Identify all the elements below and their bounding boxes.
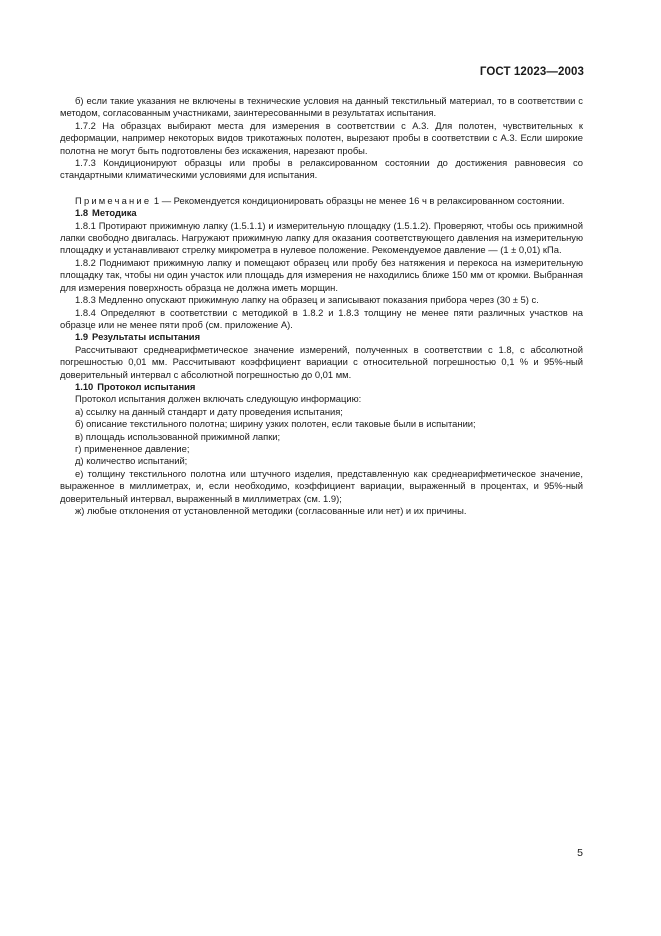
section-heading-1-10 <box>60 381 583 393</box>
note-paragraph <box>60 195 583 207</box>
document-code-header: ГОСТ 12023—2003 <box>479 66 584 78</box>
section-heading-1-8 <box>60 207 583 219</box>
section-title: Методика <box>92 207 137 219</box>
list-item-d: д) количество испытаний; <box>75 455 188 467</box>
section-title: Результаты испытания <box>92 331 201 343</box>
list-item-e: е) толщину текстильного полотна или штучного изделия, представленную как среднеарифметическое значение, выраженное в миллиметрах, и, если необходимо, коэффициент вариации, выраженный в процентах, и 95%-ный доверительный интервал, выраженный в миллиметрах (см. 1.9); <box>60 467 583 504</box>
list-item-v: в) площадь использованной прижимной лапки; <box>75 430 281 442</box>
paragraph-item-b-conditions: б) если такие указания не включены в технические условия на данный текстильный материал, то в соответствии с методом, согласованным участниками, заинтересованными в результатах испытания. <box>60 95 583 119</box>
section-number: 1.10 <box>75 380 94 392</box>
section-number: 1.9 <box>75 331 89 343</box>
paragraph-1-7-2: 1.7.2 На образцах выбирают места для измерения в соответствии с А.3. Для полотен, чувствительных к деформации, например некоторых видов трикотажных полотен, вырезают пробы в соответствии с А.3. Если широкие полотна не могут быть подготовлены без искажения, нарезают пробы. <box>60 119 583 156</box>
paragraph-protocol-intro: Протокол испытания должен включать следующую информацию: <box>75 393 362 405</box>
paragraph-1-8-1: 1.8.1 Протирают прижимную лапку (1.5.1.1) и измерительную площадку (1.5.1.2). Проверяют, чтобы ось прижимной лапки свободно двигалась. Нагружают прижимную лапку для оказания соответствующего давления на измерительную площадку и устанавливают стрелку микрометра в нулевое положение. Рекомендуемое давление — (1 ± 0,01) кПа. <box>60 219 583 256</box>
paragraph-results: Рассчитывают среднеарифметическое значение измерений, полученных в соответствии с 1.8, с абсолютной погрешностью 0,01 мм. Рассчитывают коэффициент вариации с относительной погрешностью 0,1 % и 95%-ный доверительный интервал с абсолютной погрешностью до 0,01 мм. <box>60 343 583 380</box>
note-label: Примечание <box>75 194 152 206</box>
list-item-a: а) ссылку на данный стандарт и дату проведения испытания; <box>75 405 343 417</box>
section-title: Протокол испытания <box>97 380 196 392</box>
section-number: 1.8 <box>75 207 89 219</box>
page-number: 5 <box>577 847 583 859</box>
spacer <box>60 182 583 195</box>
paragraph-1-8-2: 1.8.2 Поднимают прижимную лапку и помещают образец или пробу без натяжения и перекоса на измерительную площадку так, чтобы ни один участок или площадь для измерения не находились ближе 150 мм от кромки. Выбранная для измерения поверхность образца не должна иметь морщин. <box>60 256 583 293</box>
paragraph-1-8-3: 1.8.3 Медленно опускают прижимную лапку на образец и записывают показания прибора через (30 ± 5) с. <box>75 294 539 306</box>
list-item-g: г) примененное давление; <box>75 442 190 454</box>
list-item-zh: ж) любые отклонения от установленной методики (согласованные или нет) и их причины. <box>75 505 467 516</box>
paragraph-1-8-4: 1.8.4 Определяют в соответствии с методикой в 1.8.2 и 1.8.3 толщину не менее пяти различных участков на образце или не менее пяти проб (см. приложение А). <box>60 306 583 330</box>
note-text: 1 — Рекомендуется кондиционировать образцы не менее 16 ч в релаксированном состоянии. <box>151 194 565 206</box>
section-heading-1-9 <box>60 331 583 343</box>
list-item-b: б) описание текстильного полотна; ширину узких полотен, если таковые были в испытании; <box>75 418 476 430</box>
document-body <box>60 95 583 517</box>
paragraph-1-7-3: 1.7.3 Кондиционируют образцы или пробы в релаксированном состоянии до достижения равновесия со стандартными климатическими условиями для испытания. <box>60 157 583 181</box>
